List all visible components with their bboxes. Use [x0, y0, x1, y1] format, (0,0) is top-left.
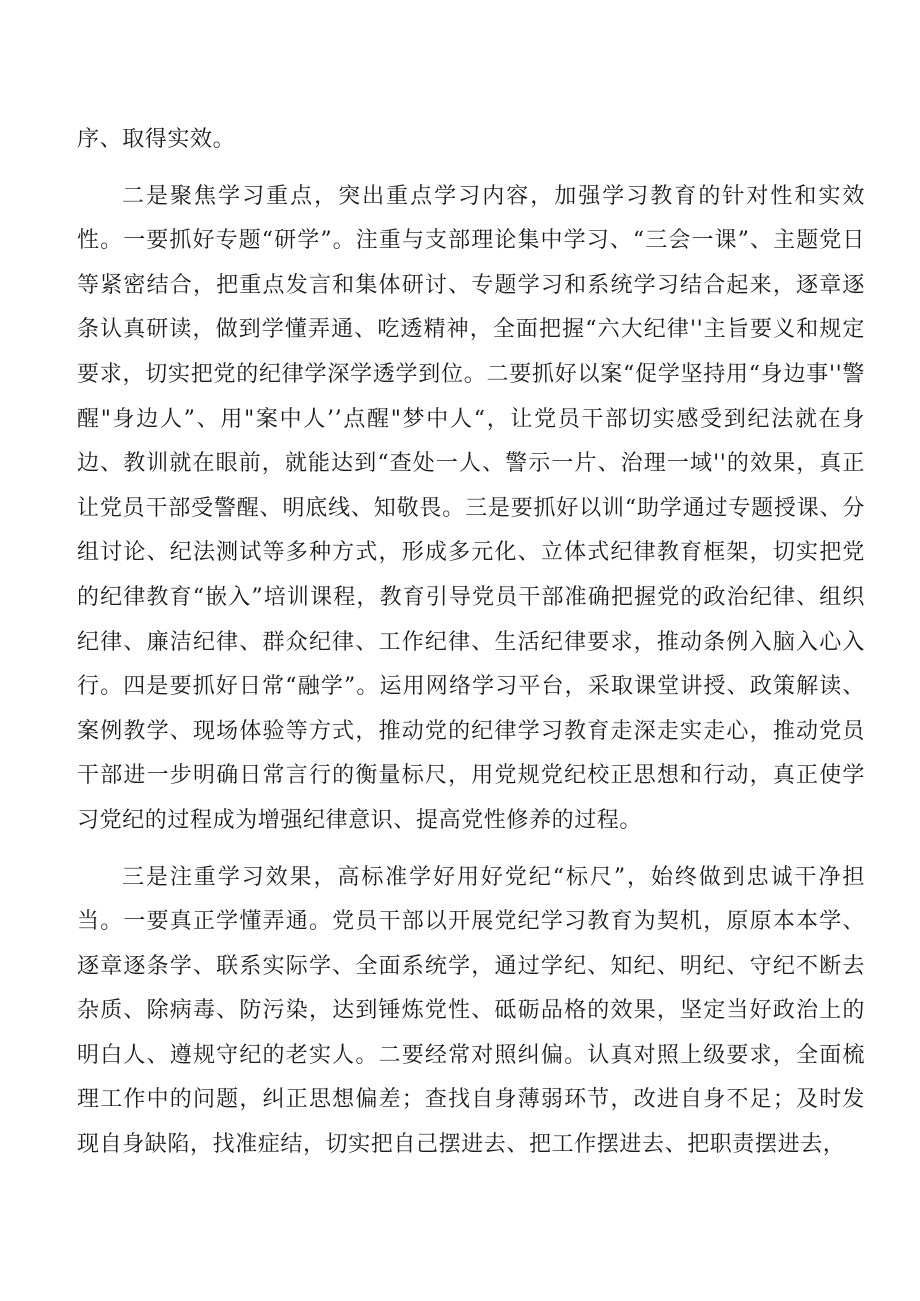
paragraph-focus-study: 二是聚焦学习重点，突出重点学习内容，加强学习教育的针对性和实效性。一要抓好专题“研学”。注重与支部理论集中学习、“三会一课”、主题党日等紧密结合，把重点发言和集体研讨、专题学习和系统学习结合起来，逐章逐条认真研读，做到学懂弄通、吃透精神，全面把握“六大纪律''主旨要义和规定要求，切实把党的纪律学深学透学到位。二要抓好以案“促学坚持用“身边事''警醒"身边人”、用"案中人’’点醒"梦中人“，让党员干部切实感受到纪法就在身边、教训就在眼前，就能达到“查处一人、警示一片、治理一域''的效果，真正让党员干部受警醒、明底线、知敬畏。三是要抓好以训“助学通过专题授课、分组讨论、纪法测试等多种方式，形成多元化、立体式纪律教育框架，切实把党的纪律教育“嵌入”培训课程，教育引导党员干部准确把握党的政治纪律、组织纪律、廉洁纪律、群众纪律、工作纪律、生活纪律要求，推动条例入脑入心入行。四是要抓好日常“融学”。运用网络学习平台，采取课堂讲授、政策解读、案例教学、现场体验等方式，推动党的纪律学习教育走深走实走心，推动党员干部进一步明确日常言行的衡量标尺，用党规党纪校正思想和行动，真正使学习党纪的过程成为增强纪律意识、提高党性修养的过程。	[77, 183, 865, 833]
document-body	[77, 118, 865, 1168]
paragraph-study-effect: 三是注重学习效果，高标准学好用好党纪“标尺”，始终做到忠诚干净担当。一要真正学懂弄通。党员干部以开展党纪学习教育为契机，原原本本学、逐章逐条学、联系实际学、全面系统学，通过学纪、知纪、明纪、守纪不断去杂质、除病毒、防污染，达到锤炼党性、砥砺品格的效果，坚定当好政治上的明白人、遵规守纪的老实人。二要经常对照纠偏。认真对照上级要求，全面梳理工作中的问题，纠正思想偏差；查找自身薄弱环节，改进自身不足；及时发现自身缺陷，找准症结，切实把自己摆进去、把工作摆进去、把职责摆进去，	[77, 864, 865, 1158]
paragraph-continuation: 序、取得实效。	[77, 127, 236, 152]
